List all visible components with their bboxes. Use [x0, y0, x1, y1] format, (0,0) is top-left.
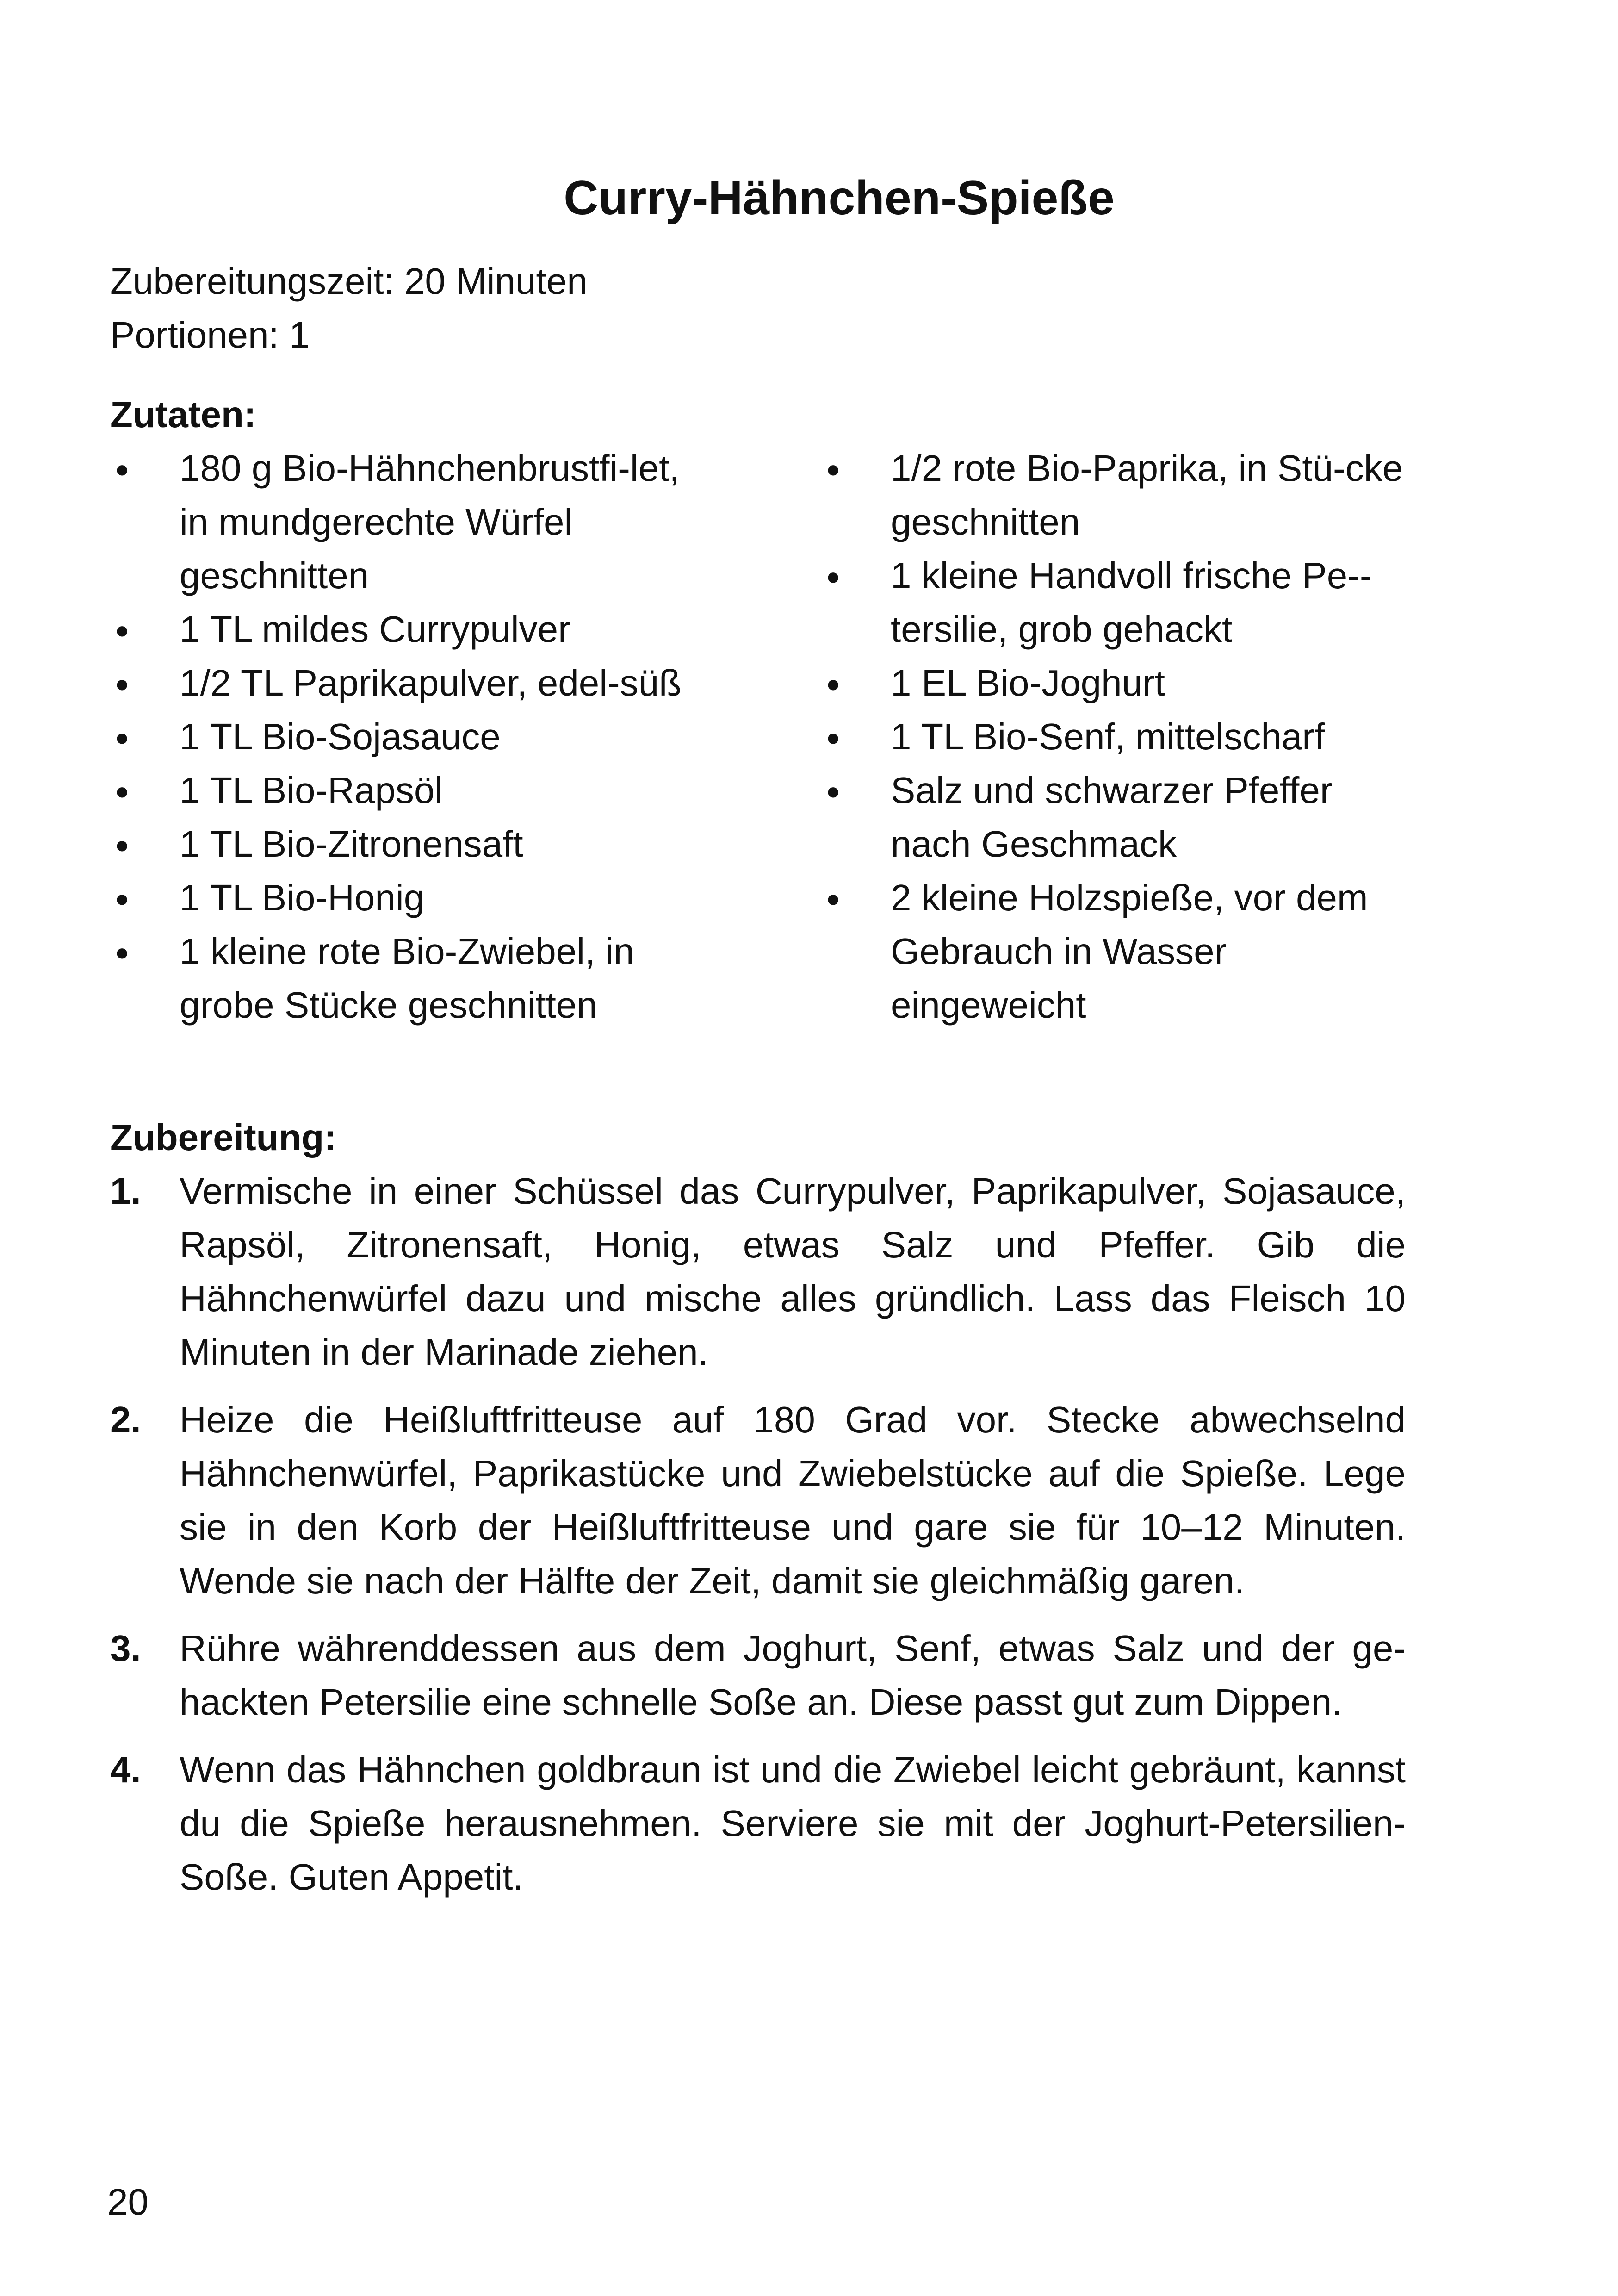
ingredient-item: [821, 442, 1404, 549]
servings: Portionen: 1: [110, 314, 310, 355]
ingredient-text: 1 TL mildes Currypulver: [180, 609, 570, 650]
ingredient-item: [110, 925, 698, 1032]
bullet-icon: [115, 817, 129, 876]
ingredient-text: 1 TL Bio-Zitronensaft: [180, 823, 523, 865]
step-item: [110, 1393, 1406, 1608]
ingredient-item: [110, 603, 698, 656]
ingredients-list-left: [110, 442, 698, 1032]
ingredient-item: [821, 656, 1404, 710]
bullet-icon: [826, 710, 840, 768]
prep-time: Zubereitungszeit: 20 Minuten: [110, 261, 588, 302]
ingredient-item: [110, 817, 698, 871]
bullet-icon: [826, 549, 840, 607]
ingredient-item: [110, 871, 698, 925]
ingredient-text: 1 kleine rote Bio-Zwiebel, in grobe Stücke geschnitten: [180, 931, 634, 1026]
page-number: 20: [107, 2181, 149, 2222]
ingredient-text: Salz und schwarzer Pfeffer nach Geschmack: [891, 770, 1333, 865]
ingredient-text: 1 TL Bio-Senf, mittelscharf: [891, 716, 1325, 757]
bullet-icon: [115, 925, 129, 983]
bullet-icon: [826, 656, 840, 715]
step-text: Wenn das Hähnchen goldbraun ist und die Zwiebel leicht gebräunt, kannst du die Spieße herausnehmen. Serviere sie mit der Joghurt-Petersilien-Soße. Guten Appetit.: [180, 1749, 1406, 1898]
recipe-title: Curry-Hähnchen-Spieße: [564, 171, 1115, 225]
ingredient-text: 1 TL Bio-Honig: [180, 877, 425, 918]
step-text: Vermische in einer Schüssel das Currypulver, Paprikapulver, Sojasauce, Rapsöl, Zitronensaft, Honig, etwas Salz und Pfeffer. Gib die Hähnchenwürfel dazu und mische alles gründlich. Lass das Fleisch 10 Minuten in der Marinade ziehen.: [180, 1170, 1406, 1373]
recipe-meta: [110, 255, 588, 362]
ingredient-item: [110, 764, 698, 817]
ingredients-heading: Zutaten:: [110, 394, 256, 435]
step-item: [110, 1622, 1406, 1729]
ingredient-text: 1 EL Bio-Joghurt: [891, 662, 1165, 703]
step-item: [110, 1164, 1406, 1379]
ingredient-item: [110, 656, 698, 710]
bullet-icon: [826, 871, 840, 929]
ingredient-item: [110, 442, 698, 603]
ingredient-text: 1 kleine Handvoll frische Pe-tersilie, grob gehackt: [891, 555, 1372, 650]
ingredient-item: [821, 710, 1404, 764]
ingredient-item: [821, 764, 1404, 871]
bullet-icon: [115, 603, 129, 661]
bullet-icon: [115, 871, 129, 929]
ingredients-list-right: [821, 442, 1404, 1032]
step-text: Heize die Heißluftfritteuse auf 180 Grad vor. Stecke abwechselnd Hähnchenwürfel, Paprikastücke und Zwiebelstücke auf die Spieße. Lege sie in den Korb der Heißluftfritteuse und gare sie für 10–12 Minuten. Wende sie nach der Hälfte der Zeit, damit sie gleichmäßig garen.: [180, 1399, 1406, 1601]
preparation-steps: [110, 1164, 1406, 1918]
ingredient-text: 1/2 rote Bio-Paprika, in Stü-cke geschnitten: [891, 448, 1403, 542]
step-number: 3.: [110, 1628, 141, 1669]
ingredient-text: 1 TL Bio-Sojasauce: [180, 716, 501, 757]
preparation-heading: Zubereitung:: [110, 1117, 336, 1158]
ingredient-item: [110, 710, 698, 764]
step-number: 4.: [110, 1749, 141, 1790]
bullet-icon: [115, 764, 129, 822]
ingredient-text: 1 TL Bio-Rapsöl: [180, 770, 443, 811]
step-text: Rühre währenddessen aus dem Joghurt, Senf, etwas Salz und der gehackten Petersilie eine schnelle Soße an. Diese passt gut zum Dippen.: [180, 1628, 1406, 1723]
step-number: 2.: [110, 1399, 141, 1440]
ingredient-item: [821, 549, 1404, 656]
ingredient-text: 2 kleine Holzspieße, vor dem Gebrauch in Wasser eingeweicht: [891, 877, 1368, 1026]
bullet-icon: [826, 442, 840, 500]
bullet-icon: [115, 442, 129, 500]
ingredient-text: 180 g Bio-Hähnchenbrustfi-let, in mundgerechte Würfel geschnitten: [180, 448, 680, 596]
ingredient-text: 1/2 TL Paprikapulver, edel-süß: [180, 662, 682, 703]
bullet-icon: [115, 710, 129, 768]
bullet-icon: [115, 656, 129, 715]
ingredient-item: [821, 871, 1404, 1032]
bullet-icon: [826, 764, 840, 822]
step-number: 1.: [110, 1170, 141, 1212]
step-item: [110, 1743, 1406, 1904]
